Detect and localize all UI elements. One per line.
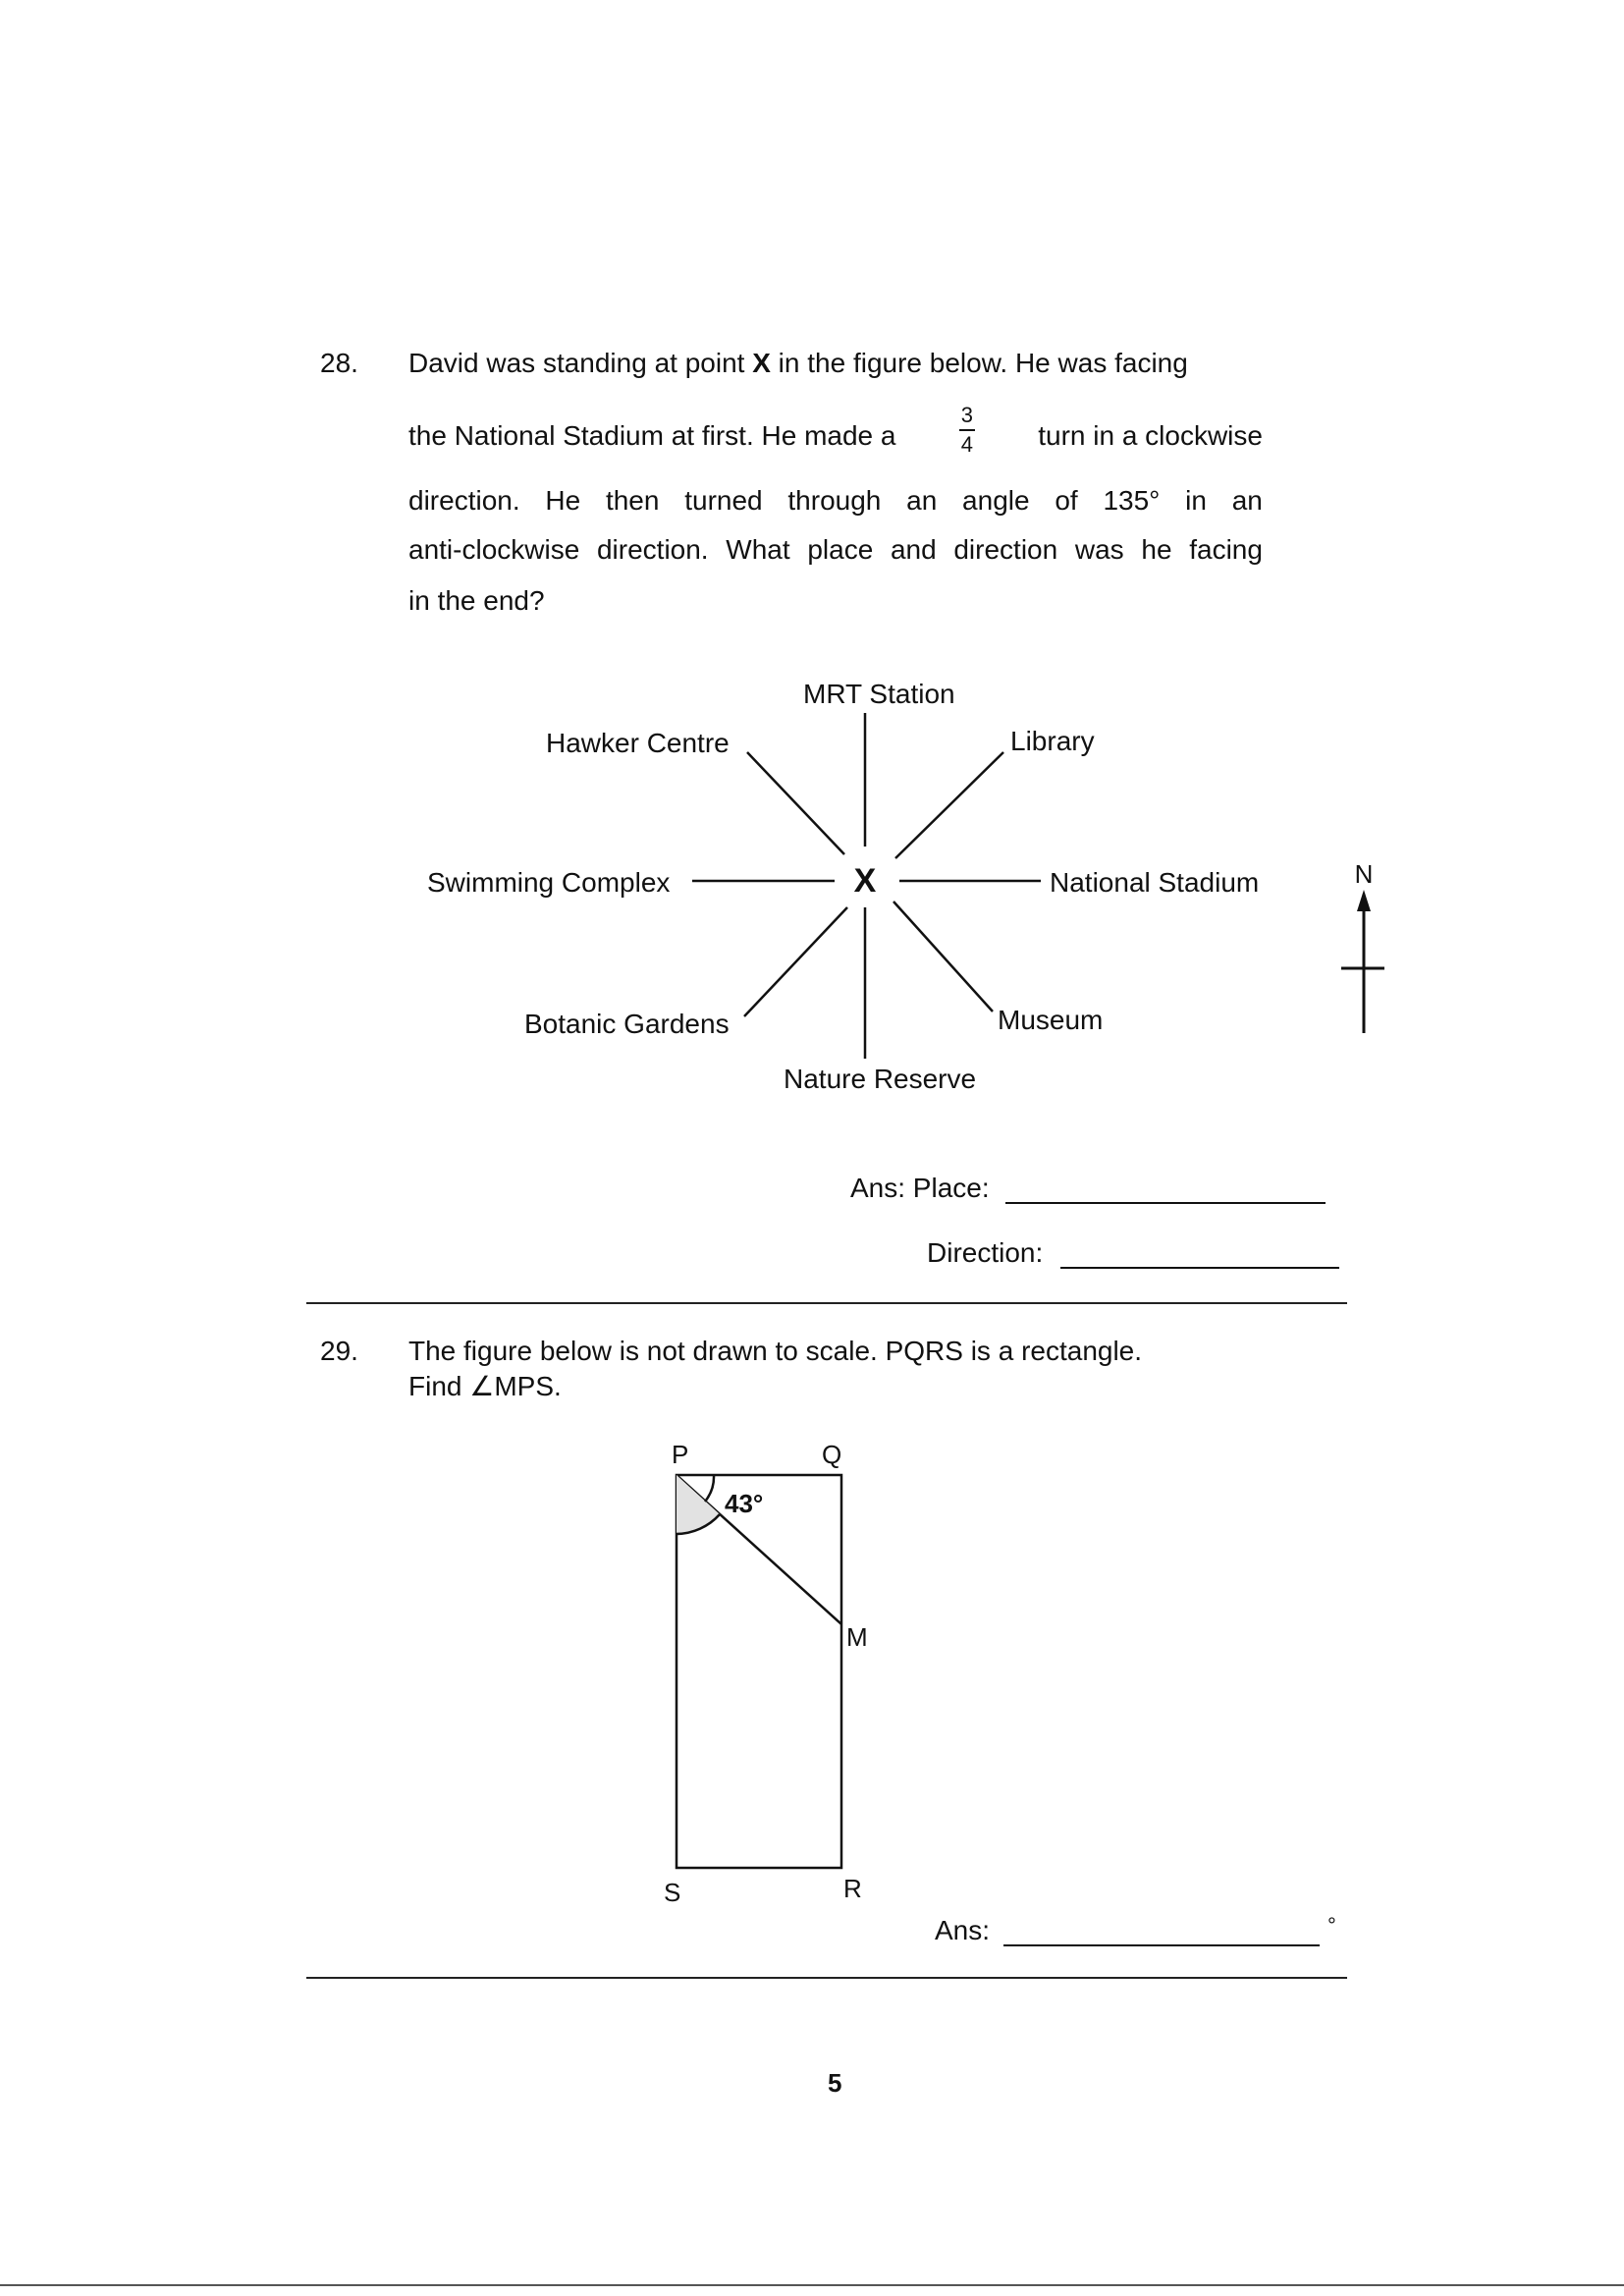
vertex-p: P xyxy=(672,1440,689,1469)
q28-l3-w3: turned xyxy=(684,485,763,516)
q28-l4-w3: place xyxy=(807,534,874,565)
place-hawker-centre: Hawker Centre xyxy=(546,728,730,758)
angle-qpm-arc xyxy=(705,1475,714,1502)
q28-l4-w6: was xyxy=(1074,534,1124,565)
q29-line-1: The figure below is not drawn to scale. PQRS is a rectangle. xyxy=(408,1336,1143,1366)
page-number: 5 xyxy=(828,2068,842,2098)
place-swimming-complex: Swimming Complex xyxy=(427,867,671,898)
q29-number: 29. xyxy=(320,1336,358,1366)
q28-line-1-pre: David was standing at point xyxy=(408,348,753,378)
vertex-s: S xyxy=(664,1878,681,1907)
north-arrow-icon xyxy=(1341,890,1384,1033)
q28-l4-w4: and xyxy=(890,534,937,565)
angle-43-label: 43° xyxy=(725,1489,764,1518)
q28-ans-direction-label: Direction: xyxy=(927,1237,1044,1268)
place-nature-reserve: Nature Reserve xyxy=(784,1064,977,1094)
fraction-numerator: 3 xyxy=(960,403,973,427)
ray-northwest xyxy=(747,752,844,854)
q28-ans-place-blank[interactable] xyxy=(1005,1202,1326,1204)
vertex-q: Q xyxy=(822,1440,842,1469)
north-label: N xyxy=(1354,859,1374,889)
section-divider-1 xyxy=(306,1302,1347,1304)
q28-l4-w2: What xyxy=(726,534,790,565)
place-library: Library xyxy=(1010,726,1095,756)
q28-l3-w10: an xyxy=(1231,485,1263,516)
q28-l3-w6: angle xyxy=(962,485,1030,516)
section-divider-2 xyxy=(306,1977,1347,1979)
q28-l4-w1: direction. xyxy=(596,534,709,565)
q28-number: 28. xyxy=(320,348,358,378)
place-mrt-station: MRT Station xyxy=(803,679,955,709)
q28-line-2-pre: the National Stadium at first. He made a xyxy=(408,420,896,451)
q28-l3-w4: through xyxy=(787,485,882,516)
q28-point-x: X xyxy=(752,348,771,378)
q28-l4-w7: he xyxy=(1141,534,1172,565)
ray-southeast xyxy=(893,902,993,1011)
q28-ans-direction-blank[interactable] xyxy=(1060,1267,1339,1269)
q28-l3-w0: direction. xyxy=(408,485,520,516)
q28-l3-w2: then xyxy=(605,485,660,516)
q28-ans-place-label: Ans: Place: xyxy=(850,1173,990,1203)
q28-l3-w5: an xyxy=(906,485,938,516)
q28-line-2-post: turn in a clockwise xyxy=(1038,420,1263,451)
q28-line-1-post: in the figure below. He was facing xyxy=(770,348,1188,378)
q29-ans-unit: ° xyxy=(1327,1913,1336,1938)
rectangle-pqrs xyxy=(677,1475,841,1868)
fraction-denominator: 4 xyxy=(960,432,973,457)
place-botanic-gardens: Botanic Gardens xyxy=(524,1009,730,1039)
vertex-m: M xyxy=(846,1622,868,1652)
q29-ans-label: Ans: xyxy=(935,1915,991,1945)
q28-l4-w0: anti-clockwise xyxy=(408,534,580,565)
rectangle-pqrs-figure xyxy=(0,1371,1624,1925)
point-x: X xyxy=(853,862,877,900)
q28-l4-w5: direction xyxy=(953,534,1058,565)
q28-l3-w9: in xyxy=(1185,485,1207,516)
q28-l3-w8: 135° xyxy=(1103,485,1161,516)
page-bottom-edge xyxy=(0,2284,1624,2286)
q29-ans-blank[interactable] xyxy=(1003,1944,1320,1946)
place-museum: Museum xyxy=(998,1005,1104,1035)
q28-l3-w7: of xyxy=(1055,485,1078,516)
ray-southwest xyxy=(744,907,847,1016)
ray-northeast xyxy=(895,752,1003,858)
q28-l3-w1: He xyxy=(545,485,581,516)
q28-line-5: in the end? xyxy=(408,585,545,616)
q28-l4-w8: facing xyxy=(1189,534,1263,565)
q29-line-2: Find ∠MPS. xyxy=(408,1371,562,1401)
place-national-stadium: National Stadium xyxy=(1050,867,1260,898)
vertex-r: R xyxy=(843,1874,862,1903)
